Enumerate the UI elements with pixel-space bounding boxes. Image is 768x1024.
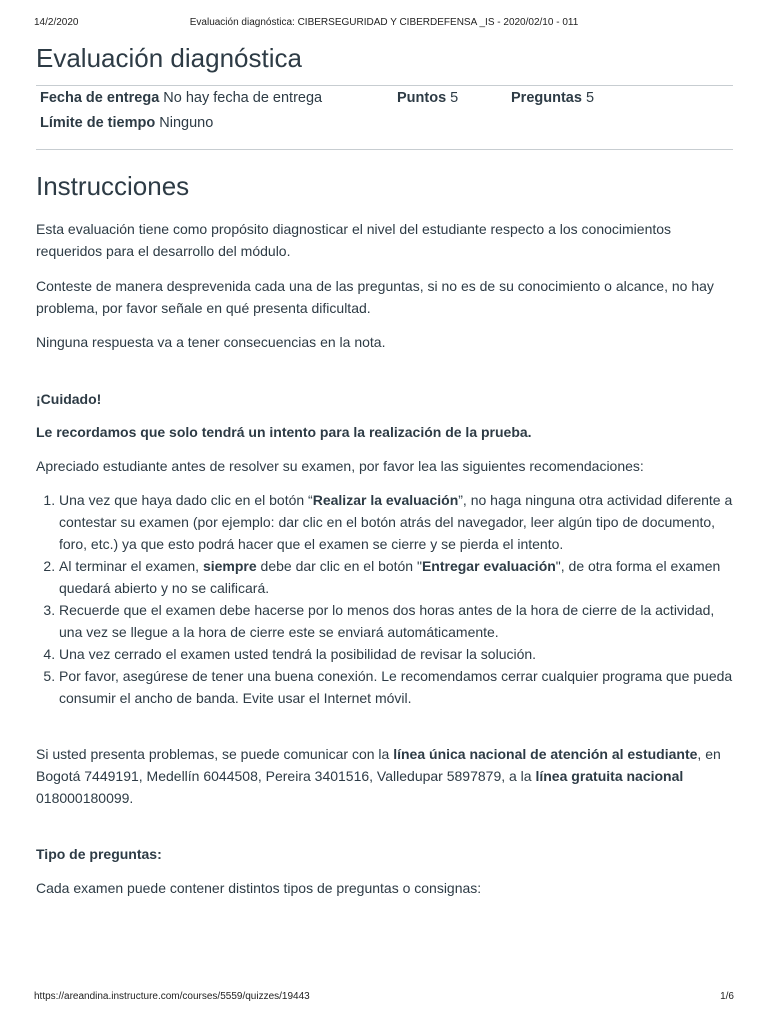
instructions-paragraph: Conteste de manera desprevenida cada una de las preguntas, si no es de su conocimiento o alcance, no hay problema, por favor señale en qué presenta dificultad. (36, 278, 714, 316)
points-detail (397, 90, 458, 106)
page-title: Evaluación diagnóstica (36, 43, 302, 73)
list-item-text: Una vez que haya dado clic en el botón “ (59, 492, 313, 508)
quiz-details (36, 86, 733, 149)
list-item-text: ", de otra forma el examen quedará abierto y no se calificará. (59, 558, 721, 596)
time-limit-detail (40, 115, 213, 131)
list-item-text: debe dar clic en el botón " (256, 558, 422, 574)
print-document-title: Evaluación diagnóstica: CIBERSEGURIDAD Y CIBERDEFENSA _IS - 2020/02/10 - 011 (189, 17, 579, 28)
list-item-emphasis: Entregar evaluación (421, 558, 556, 574)
instructions-paragraph: Ninguna respuesta va a tener consecuencias en la nota. (36, 334, 386, 350)
list-item-text: Al terminar el examen, (59, 558, 203, 574)
question-types-text: Cada examen puede contener distintos tipos de preguntas o consignas: (36, 880, 482, 896)
contact-emphasis: línea gratuita nacional (535, 768, 684, 784)
list-item (59, 555, 733, 599)
list-item: 5. Por favor, asegúrese de tener una buena conexión. Le recomendamos cerrar cualquier programa que pueda consumir el ancho de banda. Evite usar el Internet móvil. (59, 665, 733, 709)
recommendations-intro: Apreciado estudiante antes de resolver su examen, por favor lea las siguientes recomendaciones: (36, 458, 644, 474)
questions-label: Preguntas (511, 90, 582, 106)
instructions-heading: Instrucciones (36, 171, 190, 201)
contact-text: Si usted presenta problemas, se puede comunicar con la (36, 746, 394, 762)
time-limit-value: Ninguno (159, 115, 214, 131)
list-item-emphasis: siempre (202, 558, 257, 574)
warning-text: Le recordamos que solo tendrá un intento para la realización de la prueba. (36, 424, 532, 440)
contact-text: 018000180099. (36, 790, 134, 806)
divider (36, 149, 733, 150)
time-limit-label: Límite de tiempo (40, 115, 156, 131)
contact-emphasis: línea única nacional de atención al estudiante (393, 746, 698, 762)
print-url: https://areandina.instructure.com/courses/5559/quizzes/19443 (34, 991, 310, 1002)
due-date-value: No hay fecha de entrega (163, 90, 323, 106)
recommendations-list (36, 489, 733, 709)
list-item: 4. Una vez cerrado el examen usted tendrá la posibilidad de revisar la solución. (59, 643, 733, 665)
due-date-detail (40, 90, 322, 106)
questions-detail (511, 90, 594, 106)
warning-title: ¡Cuidado! (36, 391, 102, 407)
questions-value: 5 (585, 90, 595, 106)
contact-text: , en Bogotá 7449191, Medellín 6044508, Pereira 3401516, Valledupar 5897879, a la (36, 746, 721, 784)
print-footer (34, 991, 734, 1005)
page-number: 1/6 (720, 991, 734, 1002)
print-date: 14/2/2020 (34, 17, 79, 28)
instructions-body (36, 218, 733, 899)
list-item: 3. Recuerde que el examen debe hacerse por lo menos dos horas antes de la hora de cierre de la actividad, una vez se llegue a la hora de cierre este se enviará automáticamente. (59, 599, 733, 643)
question-types-title: Tipo de preguntas: (36, 846, 162, 862)
instructions-paragraph: Esta evaluación tiene como propósito diagnosticar el nivel del estudiante respecto a los conocimientos requeridos para el desarrollo del módulo. (36, 221, 672, 259)
list-item-text: ”, no haga ninguna otra actividad diferente a contestar su examen (por ejemplo: dar clic en el botón atrás del navegador, leer algún tipo de documento, foro, etc.) ya que esto podrá hacer que el examen se cierre y se pierda el intento. (59, 492, 733, 552)
list-item-emphasis: Realizar la evaluación (312, 492, 459, 508)
due-date-label: Fecha de entrega (40, 90, 160, 106)
list-item (59, 489, 733, 555)
contact-paragraph (36, 743, 733, 809)
points-value: 5 (450, 90, 459, 106)
print-header (34, 17, 734, 31)
points-label: Puntos (397, 90, 447, 106)
quiz-content (36, 40, 733, 899)
